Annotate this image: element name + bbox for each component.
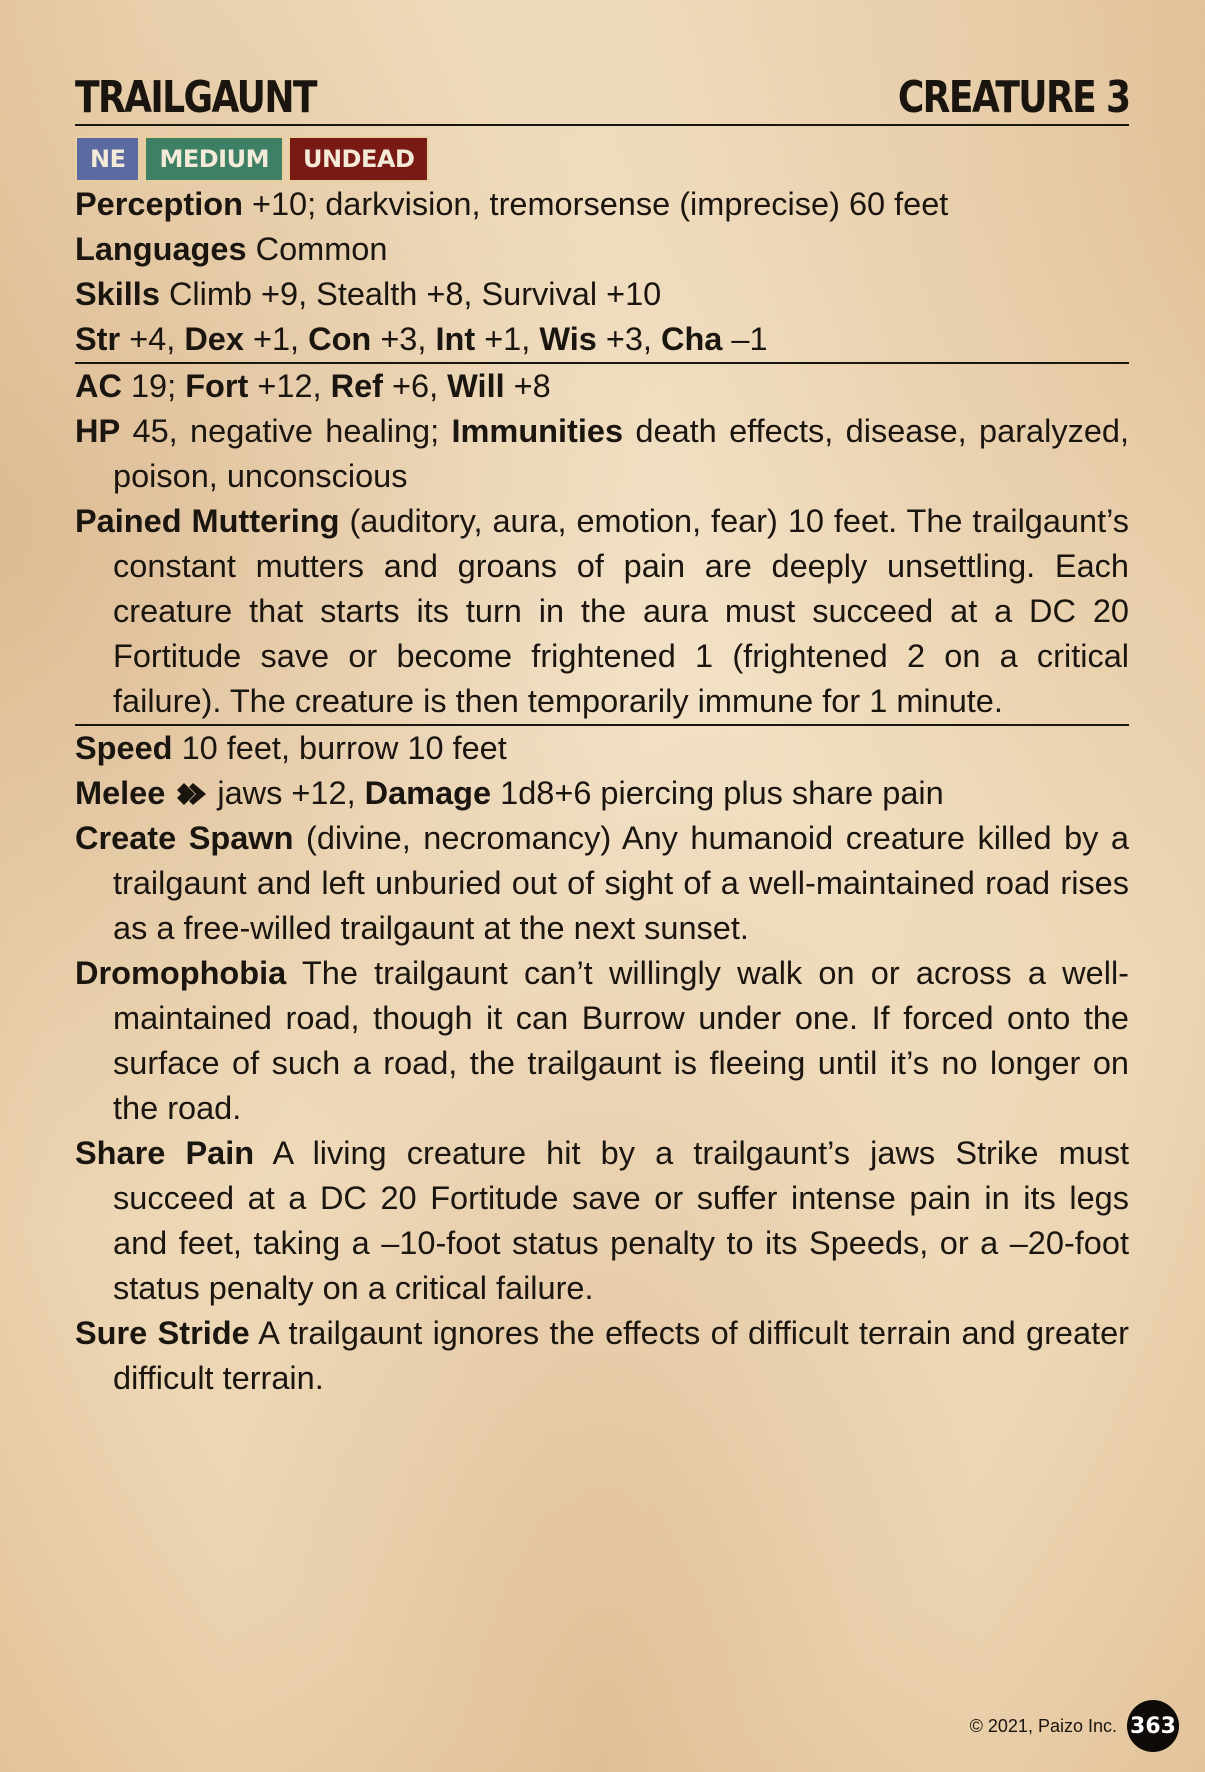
dromophobia-entry (75, 951, 1129, 1131)
trait-alignment: NE (75, 136, 140, 182)
immunities-label: Immunities (451, 413, 624, 449)
melee-attack: jaws +12, (217, 775, 356, 811)
sure-stride-entry (75, 1311, 1129, 1401)
pained-muttering-text: (auditory, aura, emotion, fear) 10 feet. The trailgaunt’s constant mutters and groans of pain are deeply unsettling. Each creature that starts its turn in the aura must succeed at a DC 20 Fortitude save or become frightened 1 (frightened 2 on a critical failure). The creature is then temporarily immune for 1 minute. (113, 503, 1129, 719)
defenses-line (75, 362, 1129, 409)
con-value: +3, (380, 321, 427, 357)
melee-label: Melee (75, 775, 166, 811)
creature-level: CREATURE 3 (897, 72, 1129, 123)
perception-label: Perception (75, 186, 243, 222)
speed-label: Speed (75, 730, 173, 766)
ref-value: +6, (392, 368, 439, 404)
ref-label: Ref (330, 368, 383, 404)
speed-value: 10 feet, burrow 10 feet (181, 730, 507, 766)
perception-value: +10; darkvision, tremorsense (imprecise) 60 feet (252, 186, 949, 222)
dex-label: Dex (184, 321, 244, 357)
skills-line (75, 272, 1129, 317)
fort-value: +12, (257, 368, 322, 404)
share-pain-entry (75, 1131, 1129, 1311)
will-value: +8 (513, 368, 551, 404)
ability-scores-line (75, 317, 1129, 362)
wis-label: Wis (539, 321, 597, 357)
melee-line (75, 771, 1129, 816)
int-value: +1, (484, 321, 531, 357)
will-label: Will (447, 368, 505, 404)
languages-label: Languages (75, 231, 247, 267)
create-spawn-label: Create Spawn (75, 820, 294, 856)
ac-label: AC (75, 368, 122, 404)
dromophobia-label: Dromophobia (75, 955, 287, 991)
page-number-badge: 363 (1127, 1700, 1179, 1752)
create-spawn-text: (divine, necromancy) Any humanoid creature killed by a trailgaunt and left unburied out of sight of a well-maintained road rises as a free-willed trailgaunt at the next sunset. (113, 820, 1130, 946)
ac-value: 19; (130, 368, 177, 404)
dex-value: +1, (252, 321, 300, 357)
hp-value: 45, negative healing; (132, 413, 440, 449)
con-label: Con (308, 321, 372, 357)
damage-label: Damage (364, 775, 492, 811)
skills-label: Skills (75, 276, 160, 312)
skills-value: Climb +9, Stealth +8, Survival +10 (168, 276, 662, 312)
str-label: Str (75, 321, 121, 357)
stat-block (75, 70, 1129, 1401)
cha-label: Cha (660, 321, 723, 357)
share-pain-text: A living creature hit by a trailgaunt’s jaws Strike must succeed at a DC 20 Fortitude save or suffer intense pain in its legs and feet, taking a –10-foot status penalty to its Speeds, or a –20-foot status penalty on a critical failure. (113, 1135, 1129, 1306)
perception-line (75, 182, 1129, 227)
pained-muttering-label: Pained Muttering (75, 503, 340, 539)
str-value: +4, (129, 321, 176, 357)
hp-label: HP (75, 413, 121, 449)
title-row (75, 70, 1129, 126)
dromophobia-text: The trailgaunt can’t willingly walk on or across a well-maintained road, though it can Burrow under one. If forced onto the surface of such a road, the trailgaunt is fleeing until it’s no longer on the road. (113, 955, 1129, 1126)
trait-undead: UNDEAD (288, 136, 429, 182)
trait-size: MEDIUM (144, 136, 284, 182)
speed-line (75, 724, 1129, 771)
creature-name: TRAILGAUNT (75, 72, 316, 123)
sure-stride-text: A trailgaunt ignores the effects of difficult terrain and greater difficult terrain. (113, 1315, 1129, 1396)
int-label: Int (435, 321, 476, 357)
hp-entry (75, 409, 1129, 499)
share-pain-label: Share Pain (75, 1135, 255, 1171)
wis-value: +3, (605, 321, 652, 357)
sure-stride-label: Sure Stride (75, 1315, 250, 1351)
languages-line (75, 227, 1129, 272)
fort-label: Fort (185, 368, 249, 404)
cha-value: –1 (731, 321, 768, 357)
immunities-value: death effects, disease, paralyzed, poison, unconscious (113, 413, 1129, 494)
page-footer (970, 1700, 1179, 1752)
pained-muttering-entry (75, 499, 1129, 724)
trait-list (75, 136, 1129, 182)
create-spawn-entry (75, 816, 1129, 951)
damage-value: 1d8+6 piercing plus share pain (500, 775, 944, 811)
copyright-text: © 2021, Paizo Inc. (969, 1715, 1117, 1736)
single-action-icon (174, 774, 208, 800)
languages-value: Common (255, 231, 388, 267)
